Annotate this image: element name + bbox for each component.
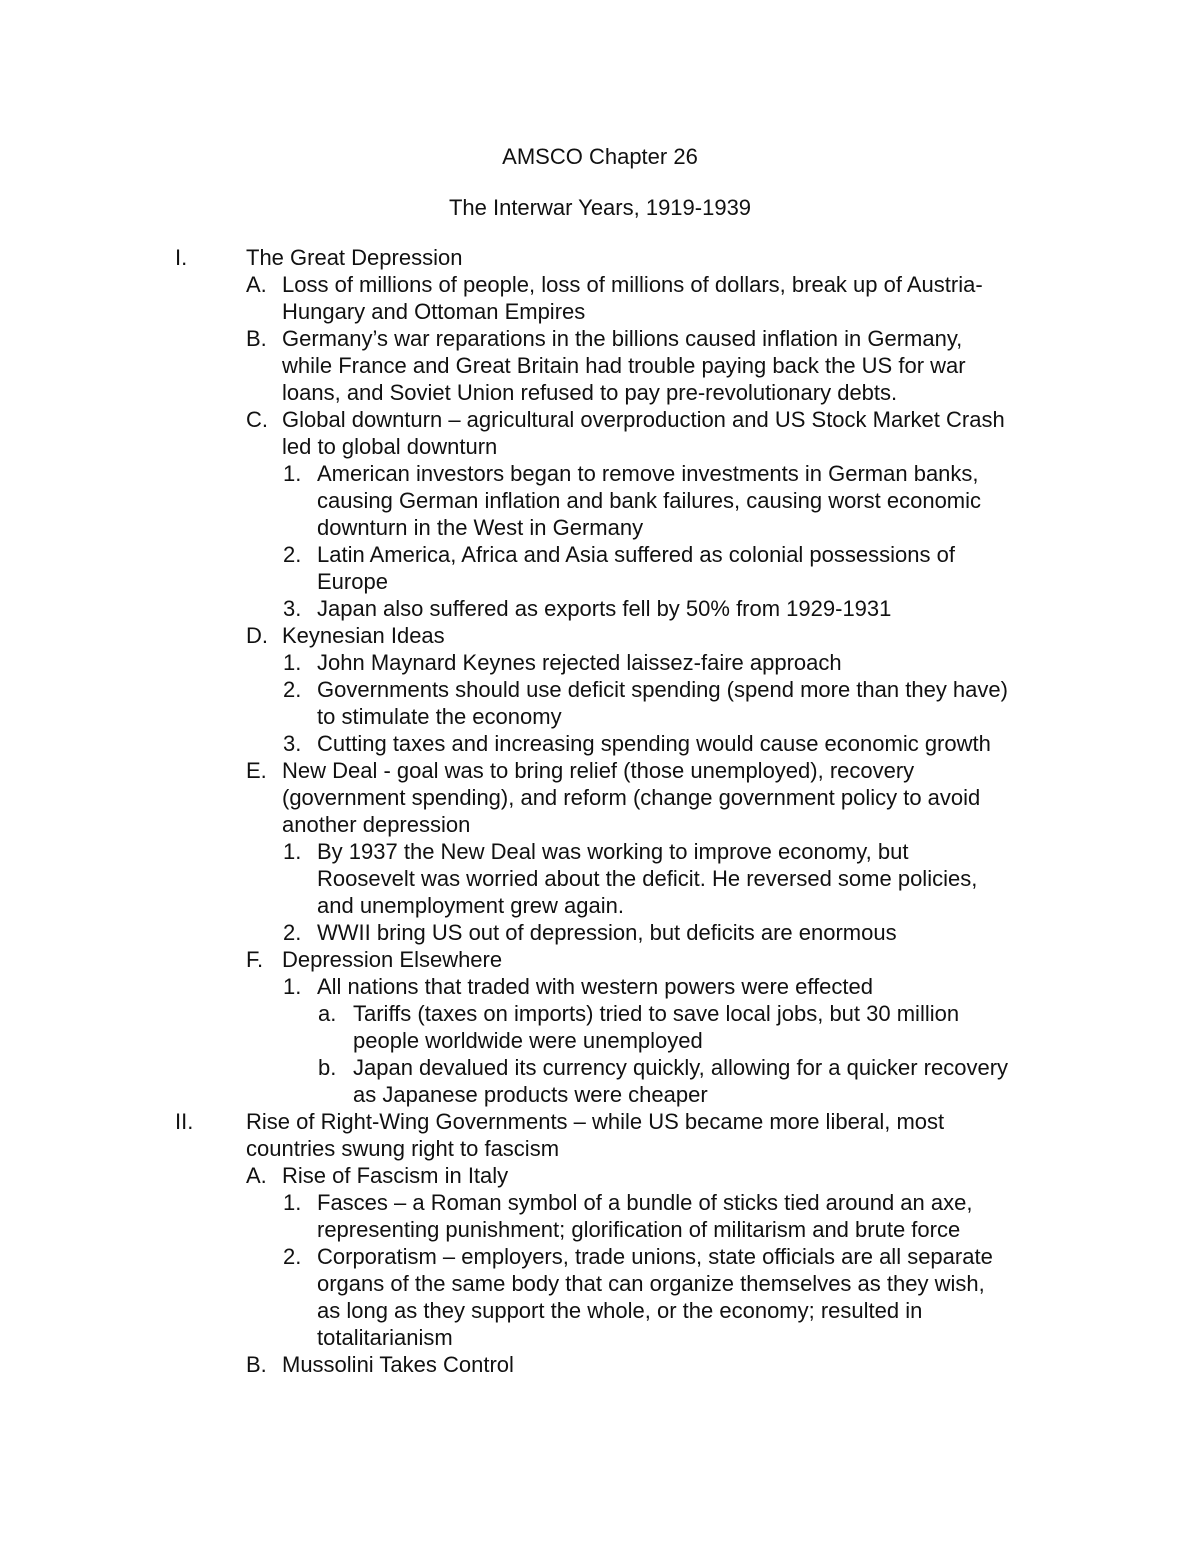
outline-marker: A. bbox=[246, 1163, 267, 1188]
outline-line: Mussolini Takes Control bbox=[282, 1352, 514, 1377]
outline-marker: 1. bbox=[283, 974, 302, 999]
outline-line: Corporatism – employers, trade unions, state officials are all separate bbox=[317, 1244, 993, 1269]
outline-item bbox=[0, 1108, 1200, 1162]
outline-line: as Japanese products were cheaper bbox=[353, 1082, 708, 1107]
outline-item bbox=[0, 1000, 1200, 1054]
outline-text bbox=[246, 244, 1066, 271]
outline-item bbox=[0, 595, 1200, 622]
outline-line: Rise of Fascism in Italy bbox=[282, 1163, 509, 1188]
outline-marker: 2. bbox=[283, 920, 302, 945]
outline-line: organs of the same body that can organize themselves as they wish, bbox=[317, 1271, 985, 1296]
outline-marker: 3. bbox=[283, 596, 302, 621]
outline-line: All nations that traded with western powers were effected bbox=[317, 974, 874, 999]
outline-line: as long as they support the whole, or the economy; resulted in bbox=[317, 1298, 923, 1323]
outline-marker: 1. bbox=[283, 650, 302, 675]
outline-item bbox=[0, 244, 1200, 271]
outline-item bbox=[0, 676, 1200, 730]
outline-text bbox=[317, 973, 1072, 1000]
outline-item bbox=[0, 973, 1200, 1000]
outline-marker: B. bbox=[246, 326, 267, 351]
outline-marker: 1. bbox=[283, 839, 302, 864]
outline-line: John Maynard Keynes rejected laissez-faire approach bbox=[317, 650, 842, 675]
outline-item bbox=[0, 622, 1200, 649]
outline-line: Germany’s war reparations in the billions caused inflation in Germany, bbox=[282, 326, 963, 351]
outline-line: Global downturn – agricultural overproduction and US Stock Market Crash bbox=[282, 407, 1005, 432]
outline-text bbox=[317, 676, 1072, 730]
document-subtitle: The Interwar Years, 1919-1939 bbox=[448, 195, 752, 220]
document-title: AMSCO Chapter 26 bbox=[502, 144, 698, 169]
outline-item bbox=[0, 406, 1200, 460]
outline-item bbox=[0, 271, 1200, 325]
outline-marker: b. bbox=[318, 1055, 337, 1080]
outline-marker: I. bbox=[175, 245, 188, 270]
outline-item bbox=[0, 649, 1200, 676]
outline-marker: a. bbox=[318, 1001, 337, 1026]
outline-marker: 1. bbox=[283, 461, 302, 486]
outline-line: Europe bbox=[317, 569, 388, 594]
outline-text bbox=[282, 622, 1072, 649]
outline-item bbox=[0, 1054, 1200, 1108]
outline-line: totalitarianism bbox=[317, 1325, 453, 1350]
outline-item bbox=[0, 1189, 1200, 1243]
outline-text bbox=[282, 946, 1072, 973]
outline-text bbox=[246, 1108, 1066, 1162]
outline-marker: 2. bbox=[283, 542, 302, 567]
outline-text bbox=[317, 541, 1072, 595]
outline-text bbox=[317, 1189, 1072, 1243]
outline-line: Loss of millions of people, loss of millions of dollars, break up of Austria- bbox=[282, 272, 983, 297]
outline-item bbox=[0, 838, 1200, 919]
outline-text bbox=[282, 757, 1072, 838]
outline-marker: 2. bbox=[283, 1244, 302, 1269]
outline-marker: E. bbox=[246, 758, 267, 783]
outline-item bbox=[0, 460, 1200, 541]
outline-text bbox=[353, 1054, 1073, 1108]
outline-line: Depression Elsewhere bbox=[282, 947, 503, 972]
outline-marker: D. bbox=[246, 623, 268, 648]
outline-text bbox=[317, 460, 1072, 541]
outline-line: Governments should use deficit spending (spend more than they have) bbox=[317, 677, 1008, 702]
outline-line: Roosevelt was worried about the deficit. He reversed some policies, bbox=[317, 866, 978, 891]
outline-item bbox=[0, 919, 1200, 946]
outline-text bbox=[317, 730, 1072, 757]
outline-line: Tariffs (taxes on imports) tried to save local jobs, but 30 million bbox=[353, 1001, 960, 1026]
outline-line: Cutting taxes and increasing spending would cause economic growth bbox=[317, 731, 991, 756]
outline-line: Fasces – a Roman symbol of a bundle of sticks tied around an axe, bbox=[317, 1190, 973, 1215]
outline-text bbox=[282, 325, 1072, 406]
outline-line: countries swung right to fascism bbox=[246, 1136, 560, 1161]
outline-line: Latin America, Africa and Asia suffered as colonial possessions of bbox=[317, 542, 955, 567]
outline-marker: 2. bbox=[283, 677, 302, 702]
outline-line: Keynesian Ideas bbox=[282, 623, 445, 648]
outline-line: The Great Depression bbox=[246, 245, 463, 270]
outline-text bbox=[317, 1243, 1072, 1351]
outline-line: another depression bbox=[282, 812, 471, 837]
outline-line: to stimulate the economy bbox=[317, 704, 562, 729]
outline-line: WWII bring US out of depression, but deficits are enormous bbox=[317, 920, 897, 945]
outline-line: Japan also suffered as exports fell by 50% from 1929-1931 bbox=[317, 596, 892, 621]
outline-item bbox=[0, 325, 1200, 406]
outline-text bbox=[317, 838, 1072, 919]
outline-line: and unemployment grew again. bbox=[317, 893, 624, 918]
outline-item bbox=[0, 730, 1200, 757]
outline-line: (government spending), and reform (change government policy to avoid bbox=[282, 785, 981, 810]
outline-text bbox=[282, 406, 1072, 460]
outline-marker: 1. bbox=[283, 1190, 302, 1215]
outline-line: causing German inflation and bank failures, causing worst economic bbox=[317, 488, 982, 513]
outline-text bbox=[353, 1000, 1073, 1054]
outline-line: New Deal - goal was to bring relief (those unemployed), recovery bbox=[282, 758, 915, 783]
outline-line: American investors began to remove investments in German banks, bbox=[317, 461, 979, 486]
outline-line: people worldwide were unemployed bbox=[353, 1028, 703, 1053]
outline-item bbox=[0, 757, 1200, 838]
outline-line: Japan devalued its currency quickly, allowing for a quicker recovery bbox=[353, 1055, 1009, 1080]
outline-line: Rise of Right-Wing Governments – while US became more liberal, most bbox=[246, 1109, 945, 1134]
outline-text bbox=[282, 1162, 1072, 1189]
outline-line: By 1937 the New Deal was working to improve economy, but bbox=[317, 839, 909, 864]
outline-text bbox=[317, 649, 1072, 676]
outline-text bbox=[282, 271, 1072, 325]
outline-marker: F. bbox=[246, 947, 264, 972]
outline-item bbox=[0, 946, 1200, 973]
outline-text bbox=[317, 595, 1072, 622]
outline-line: Hungary and Ottoman Empires bbox=[282, 299, 586, 324]
outline-line: downturn in the West in Germany bbox=[317, 515, 644, 540]
outline-line: led to global downturn bbox=[282, 434, 498, 459]
outline-text bbox=[317, 919, 1072, 946]
outline-item bbox=[0, 1243, 1200, 1351]
outline-item bbox=[0, 1162, 1200, 1189]
outline-marker: A. bbox=[246, 272, 267, 297]
outline-line: loans, and Soviet Union refused to pay pre-revolutionary debts. bbox=[282, 380, 898, 405]
outline-item bbox=[0, 541, 1200, 595]
outline-marker: II. bbox=[175, 1109, 194, 1134]
outline-line: representing punishment; glorification of militarism and brute force bbox=[317, 1217, 961, 1242]
outline-list bbox=[0, 244, 1200, 1378]
outline-text bbox=[282, 1351, 1072, 1378]
outline-line: while France and Great Britain had trouble paying back the US for war bbox=[282, 353, 966, 378]
outline-marker: B. bbox=[246, 1352, 267, 1377]
outline-marker: C. bbox=[246, 407, 268, 432]
outline-item bbox=[0, 1351, 1200, 1378]
outline-marker: 3. bbox=[283, 731, 302, 756]
